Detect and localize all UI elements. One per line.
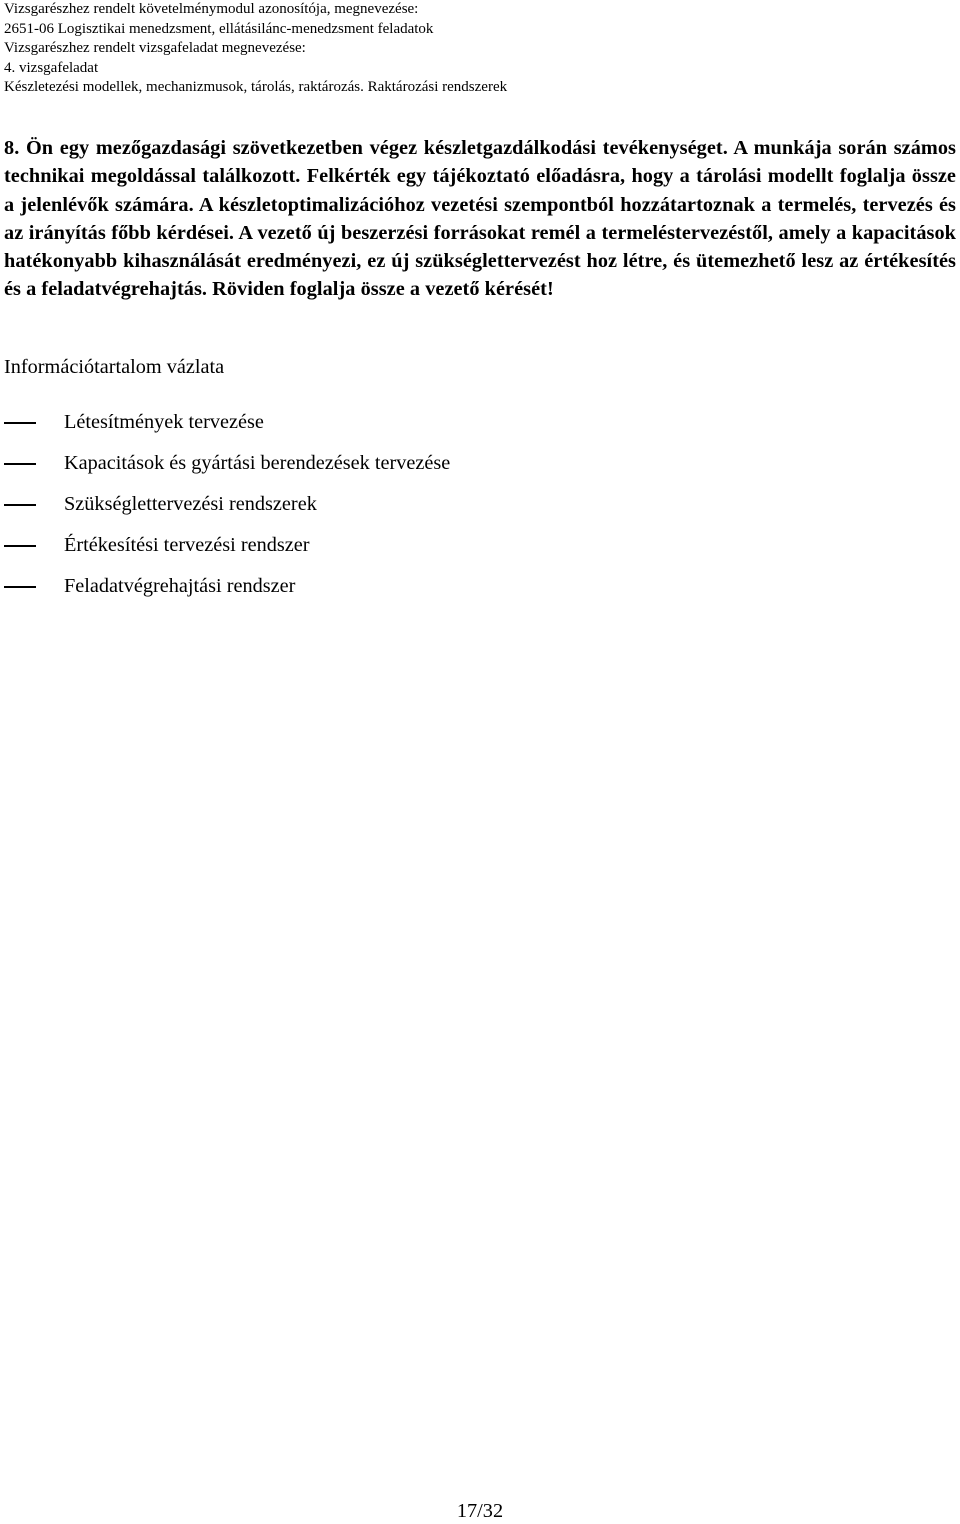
list-item-text: Értékesítési tervezési rendszer	[64, 534, 310, 556]
page-header	[4, 0, 954, 98]
header-task-number: 4. vizsgafeladat	[4, 59, 99, 76]
header-task-topic: Készletezési modellek, mechanizmusok, tárolás, raktározás. Raktározási rendszerek	[4, 79, 508, 96]
list-item-text: Létesítmények tervezése	[64, 411, 264, 433]
task-description: 8. Ön egy mezőgazdasági szövetkezetben végez készletgazdálkodási tevékenységet. A munkája során számos technikai megoldással találkozott. Felkérték egy tájékoztató előadásra, hogy a tárolási modellt foglalja össze a jelenlévők számára. A készletoptimalizációhoz vezetési szempontból hozzátartoznak a termelés, tervezés és az irányítás főbb kérdései. A vezető új beszerzési forrásokat remél a termeléstervezéstől, amely a kapacitások hatékonyabb kihasználását eredményezi, ez új szükséglettervezést hoz létre, és ütemezhető lesz az értékesítés és a feladatvégrehajtás. Röviden foglalja össze a vezető kérését!	[4, 137, 956, 301]
outline-title: Információtartalom vázlata	[4, 356, 225, 378]
list-item-text: Kapacitások és gyártási berendezések tervezése	[64, 452, 451, 474]
dash-bullet-icon	[4, 504, 36, 506]
header-task-label: Vizsgarészhez rendelt vizsgafeladat megnevezése:	[4, 40, 306, 57]
dash-bullet-icon	[4, 463, 36, 465]
dash-bullet-icon	[4, 586, 36, 588]
dash-bullet-icon	[4, 545, 36, 547]
list-item-text: Szükséglettervezési rendszerek	[64, 493, 317, 515]
list-item-text: Feladatvégrehajtási rendszer	[64, 575, 296, 597]
page-number: 17/32	[456, 1500, 504, 1522]
header-module-label: Vizsgarészhez rendelt követelménymodul azonosítója, megnevezése:	[4, 1, 419, 17]
header-module-name: 2651-06 Logisztikai menedzsment, ellátásilánc-menedzsment feladatok	[4, 20, 434, 37]
dash-bullet-icon	[4, 422, 36, 424]
